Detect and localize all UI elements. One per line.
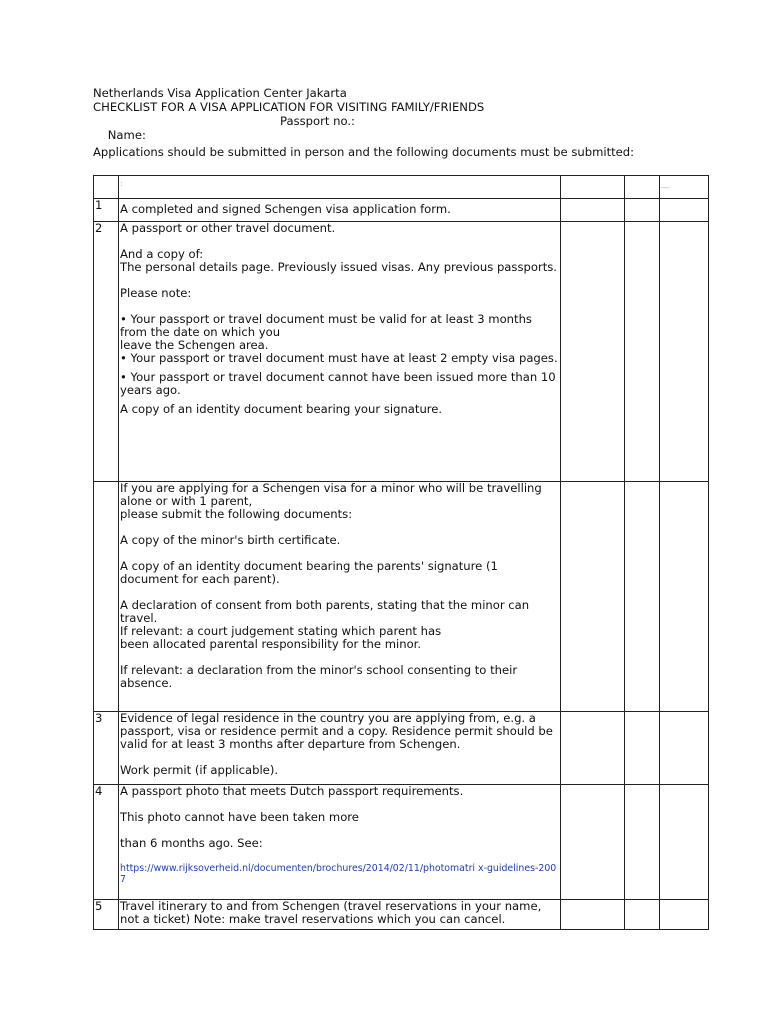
row-number <box>94 482 119 712</box>
table-cell: : <box>119 176 561 199</box>
requirement-text: Work permit (if applicable). <box>120 763 279 777</box>
passport-label: Passport no.: <box>280 114 355 128</box>
requirement-text: A passport photo that meets Dutch passport requirements. <box>120 784 464 798</box>
center-title: Netherlands Visa Application Center Jakarta <box>93 86 347 100</box>
row-number: 2 <box>94 222 119 482</box>
check-cell[interactable] <box>561 482 625 712</box>
requirement-text: please submit the following documents: <box>120 507 353 521</box>
check-cell[interactable] <box>660 199 709 222</box>
requirement-text: If you are applying for a Schengen visa for a minor who will be travelling alone or with 1 parent, <box>120 481 542 508</box>
check-cell[interactable] <box>625 900 660 930</box>
table-header-row <box>94 176 709 199</box>
table-cell <box>561 176 625 199</box>
check-cell[interactable] <box>660 222 709 482</box>
requirement-text: If relevant: a declaration from the minor's school consenting to their absence. <box>120 663 518 690</box>
requirement-text: And a copy of: <box>120 247 204 261</box>
checklist-title: CHECKLIST FOR A VISA APPLICATION FOR VISITING FAMILY/FRIENDS <box>93 100 485 114</box>
table-cell <box>625 176 660 199</box>
requirement-cell <box>119 900 561 930</box>
row-number: 1 <box>94 199 119 222</box>
check-cell[interactable] <box>561 199 625 222</box>
check-cell[interactable] <box>561 712 625 785</box>
check-cell[interactable] <box>625 482 660 712</box>
row-number: 5 <box>94 900 119 930</box>
requirement-text: This photo cannot have been taken more <box>120 810 359 824</box>
row-number: 4 <box>94 785 119 900</box>
requirement-text: • Your passport or travel document must have at least 2 empty visa pages. <box>120 351 558 365</box>
requirement-text: • Your passport or travel document cannot have been issued more than 10 years ago. <box>120 370 556 397</box>
requirement-text: been allocated parental responsibility for the minor. <box>120 637 422 651</box>
check-cell[interactable] <box>561 900 625 930</box>
check-cell[interactable] <box>625 712 660 785</box>
table-cell: __ <box>660 176 709 199</box>
table-row <box>94 785 709 900</box>
checklist-table <box>93 175 709 930</box>
requirement-text: A passport or other travel document. <box>120 221 336 235</box>
table-row <box>94 482 709 712</box>
requirement-text: leave the Schengen area. <box>120 338 269 352</box>
table-row <box>94 222 709 482</box>
intro-text: Applications should be submitted in person and the following documents must be submitted: <box>93 145 635 159</box>
check-cell[interactable] <box>660 482 709 712</box>
requirement-text: than 6 months ago. See: <box>120 836 263 850</box>
check-cell[interactable] <box>660 900 709 930</box>
table-row <box>94 900 709 930</box>
requirement-text: A declaration of consent from both parents, stating that the minor can travel. <box>120 598 530 625</box>
requirement-text: A copy of the minor's birth certificate. <box>120 533 341 547</box>
check-cell[interactable] <box>561 785 625 900</box>
row-number: 3 <box>94 712 119 785</box>
table-row <box>94 712 709 785</box>
requirement-text: • Your passport or travel document must be valid for at least 3 months from the date on which you <box>120 312 532 339</box>
requirement-text: Evidence of legal residence in the country you are applying from, e.g. a passport, visa or residence permit and a copy. Residence permit should be valid for at least 3 months after departure from Schengen. <box>120 711 553 751</box>
requirement-text: The personal details page. Previously issued visas. Any previous passports. <box>120 260 557 274</box>
check-cell[interactable] <box>625 785 660 900</box>
requirement-text: Travel itinerary to and from Schengen (travel reservations in your name, not a ticket) Note: make travel reservations which you can cancel. <box>120 899 542 926</box>
requirement-text: If relevant: a court judgement stating which parent has <box>120 624 442 638</box>
check-cell[interactable] <box>625 222 660 482</box>
table-row <box>94 199 709 222</box>
check-cell[interactable] <box>660 785 709 900</box>
requirement-cell <box>119 222 561 482</box>
check-cell[interactable] <box>660 712 709 785</box>
requirement-text: A completed and signed Schengen visa application form. <box>120 202 451 216</box>
requirement-cell <box>119 199 561 222</box>
photo-guidelines-link[interactable]: https://www.rijksoverheid.nl/documenten/brochures/2014/02/11/photomatri x-guidelines-2007 <box>120 863 557 885</box>
requirement-cell <box>119 482 561 712</box>
requirement-cell <box>119 785 561 900</box>
requirement-text: A copy of an identity document bearing your signature. <box>120 402 443 416</box>
requirement-cell <box>119 712 561 785</box>
name-passport-line <box>93 114 355 170</box>
requirement-text: Please note: <box>120 286 192 300</box>
requirement-text: A copy of an identity document bearing the parents' signature (1 document for each parent). <box>120 559 498 586</box>
name-label: Name: <box>107 128 146 142</box>
check-cell[interactable] <box>625 199 660 222</box>
check-cell[interactable] <box>561 222 625 482</box>
table-cell <box>94 176 119 199</box>
